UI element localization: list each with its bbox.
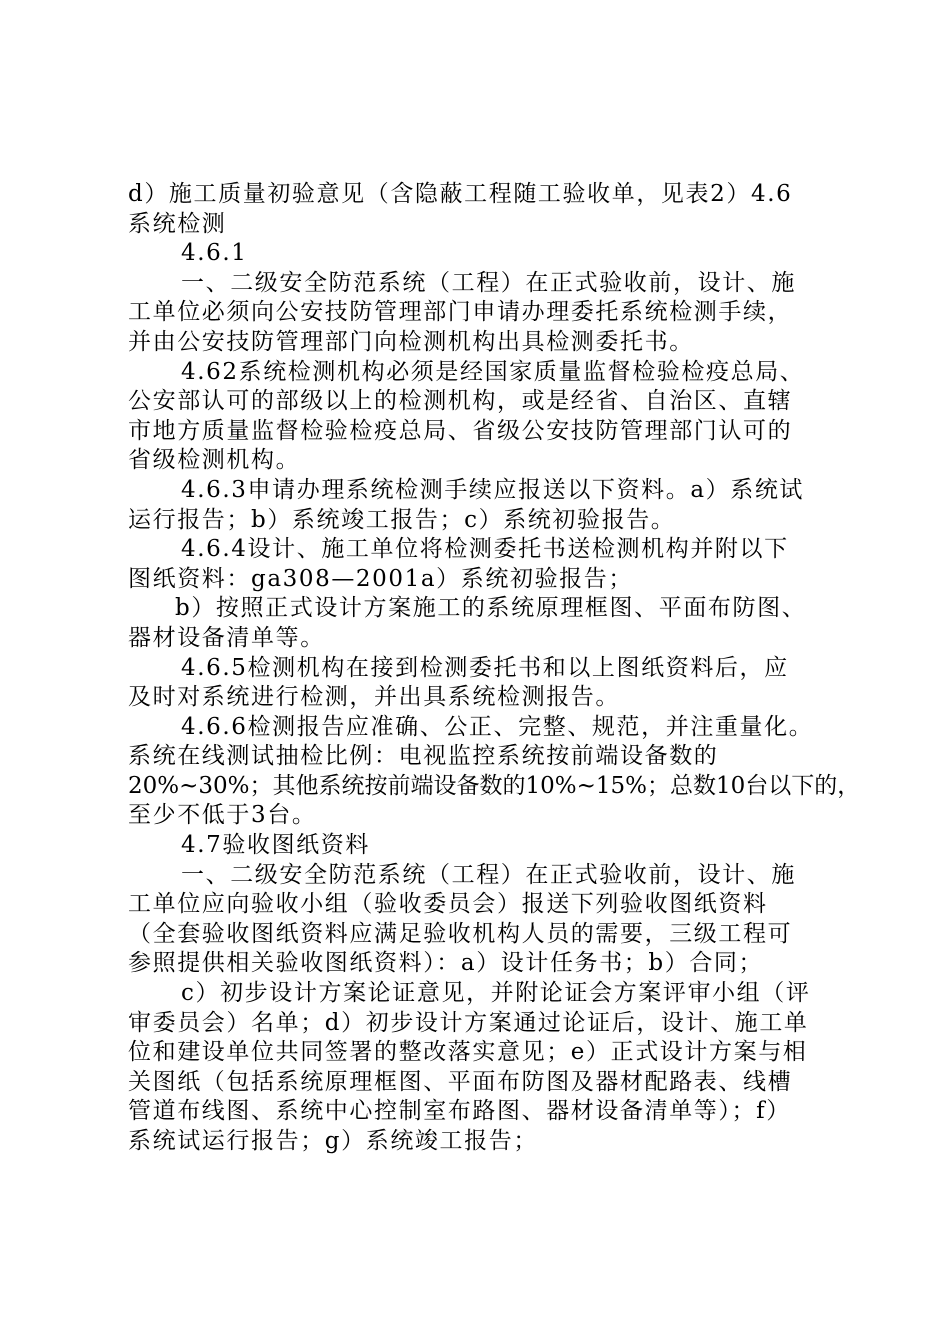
text-line: 公安部认可的部级以上的检测机构，或是经省、自治区、直辖: [128, 388, 793, 415]
text-line: 至少不低于3台。: [128, 802, 317, 829]
text-line: 关图纸（包括系统原理框图、平面布防图及器材配路表、线槽: [128, 1068, 793, 1095]
text-line: 4.6.1: [181, 240, 248, 267]
text-line: 器材设备清单等。: [128, 624, 325, 651]
text-line: 系统在线测试抽检比例：电视监控系统按前端设备数的: [128, 743, 719, 770]
text-line: 管道布线图、系统中心控制室布路图、器材设备清单等）；f）: [128, 1098, 791, 1125]
text-line: 省级检测机构。: [128, 447, 301, 474]
text-line: 并由公安技防管理部门向检测机构出具检测委托书。: [128, 328, 694, 355]
text-line: 一、二级安全防范系统（工程）在正式验收前，设计、施: [181, 269, 796, 296]
text-line: 位和建设单位共同签署的整改落实意见；e）正式设计方案与相: [128, 1039, 808, 1066]
text-line: d）施工质量初验意见（含隐蔽工程随工验收单，见表2）4.6: [128, 181, 793, 207]
text-line: 4.6.5检测机构在接到检测委托书和以上图纸资料后，应: [181, 654, 789, 681]
text-line: 审委员会）名单；d）初步设计方案通过论证后，设计、施工单: [128, 1009, 809, 1036]
document-body: [128, 180, 861, 1157]
text-line: 系统检测: [128, 210, 227, 237]
text-line: 4.6.4设计、施工单位将检测委托书送检测机构并附以下: [181, 536, 789, 563]
text-line: 一、二级安全防范系统（工程）在正式验收前，设计、施: [181, 861, 796, 888]
text-line: 4.6.6检测报告应准确、公正、完整、规范，并注重量化。: [181, 713, 814, 740]
text-line: 4.7验收图纸资料: [181, 832, 370, 859]
text-line: 4.6.3申请办理系统检测手续应报送以下资料。a）系统试: [181, 476, 805, 503]
text-line: 运行报告；b）系统竣工报告；c）系统初验报告。: [128, 506, 676, 533]
text-line: 工单位必须向公安技防管理部门申请办理委托系统检测手续，: [128, 299, 793, 326]
text-line: 4.62系统检测机构必须是经国家质量监督检验检疫总局、: [181, 358, 805, 385]
text-line: b）按照正式设计方案施工的系统原理框图、平面布防图、: [175, 595, 807, 622]
text-line: 工单位应向验收小组（验收委员会）报送下列验收图纸资料: [128, 891, 768, 918]
text-line: 图纸资料：ga308—2001a）系统初验报告；: [128, 565, 633, 592]
text-line: 及时对系统进行检测，并出具系统检测报告。: [128, 684, 620, 711]
text-line: 参照提供相关验收图纸资料）：a）设计任务书；b）合同；: [128, 950, 764, 977]
text-line: c）初步设计方案论证意见，并附论证会方案评审小组（评: [181, 980, 811, 1007]
text-line: 市地方质量监督检验检疫总局、省级公安技防管理部门认可的: [128, 417, 793, 444]
text-line: （全套验收图纸资料应满足验收机构人员的需要，三级工程可: [128, 920, 793, 947]
text-line: 20%~30%；其他系统按前端设备数的10%~15%；总数10台以下的，: [128, 772, 861, 799]
text-line: 系统试运行报告；g）系统竣工报告；: [128, 1128, 538, 1154]
